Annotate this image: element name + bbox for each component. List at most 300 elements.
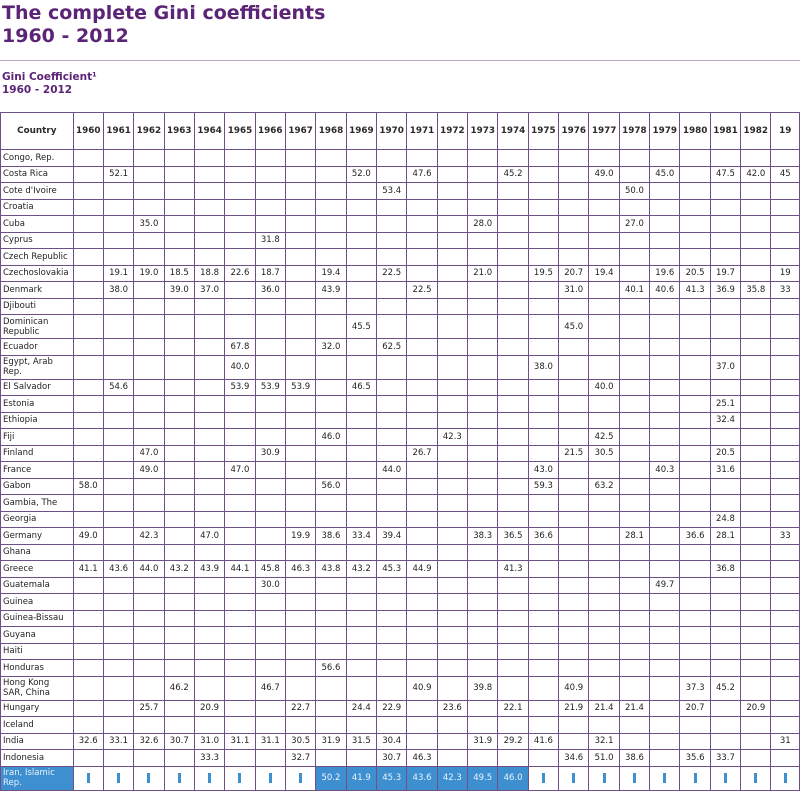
gini-value-cell <box>741 511 771 528</box>
gini-value-cell: 35.0 <box>134 216 164 233</box>
gini-value-cell: 35.8 <box>741 282 771 299</box>
gini-value-cell <box>134 232 164 249</box>
gini-value-cell <box>771 627 800 644</box>
gini-value-cell <box>589 577 619 594</box>
gini-value-cell <box>680 339 710 356</box>
gini-value-cell <box>771 544 800 561</box>
gini-value-cell <box>710 183 740 200</box>
gini-value-cell <box>377 627 407 644</box>
gini-value-cell <box>73 594 103 611</box>
gini-value-cell: 21.9 <box>559 700 589 717</box>
country-cell: Estonia <box>1 396 74 413</box>
selection-marker <box>117 773 120 783</box>
gini-value-cell <box>164 610 194 627</box>
table-row <box>1 298 800 315</box>
gini-value-cell <box>437 594 467 611</box>
gini-value-cell: 41.1 <box>73 561 103 578</box>
gini-value-cell <box>680 717 710 734</box>
year-header: 1961 <box>103 113 133 150</box>
gini-value-cell <box>680 594 710 611</box>
gini-value-cell <box>771 676 800 700</box>
gini-value-cell <box>225 298 255 315</box>
gini-value-cell: 49.0 <box>134 462 164 479</box>
gini-value-cell <box>741 265 771 282</box>
gini-value-cell: 30.5 <box>285 733 315 750</box>
gini-value-cell <box>468 412 498 429</box>
gini-value-cell: 41.6 <box>528 733 558 750</box>
gini-value-cell: 38.6 <box>316 528 346 545</box>
gini-value-cell <box>680 199 710 216</box>
gini-value-cell <box>437 717 467 734</box>
gini-value-cell <box>710 766 740 790</box>
gini-value-cell <box>528 594 558 611</box>
table-row <box>1 528 800 545</box>
gini-value-cell: 42.3 <box>134 528 164 545</box>
gini-value-cell <box>316 355 346 379</box>
gini-value-cell <box>285 511 315 528</box>
gini-value-cell <box>741 183 771 200</box>
gini-value-cell <box>73 445 103 462</box>
gini-value-cell <box>498 396 528 413</box>
gini-value-cell <box>741 594 771 611</box>
gini-value-cell <box>346 339 376 356</box>
gini-value-cell <box>285 577 315 594</box>
gini-value-cell <box>103 355 133 379</box>
gini-value-cell <box>316 610 346 627</box>
year-header: 1967 <box>285 113 315 150</box>
gini-value-cell: 40.9 <box>559 676 589 700</box>
gini-value-cell <box>437 355 467 379</box>
table-row <box>1 339 800 356</box>
gini-value-cell <box>468 298 498 315</box>
gini-value-cell <box>285 594 315 611</box>
gini-value-cell <box>103 643 133 660</box>
gini-value-cell: 30.7 <box>164 733 194 750</box>
gini-value-cell: 63.2 <box>589 478 619 495</box>
gini-value-cell <box>407 298 437 315</box>
gini-value-cell <box>468 339 498 356</box>
gini-value-cell <box>225 199 255 216</box>
country-cell: Iceland <box>1 717 74 734</box>
gini-value-cell <box>741 232 771 249</box>
gini-value-cell <box>164 396 194 413</box>
gini-value-cell <box>771 379 800 396</box>
gini-value-cell <box>741 150 771 167</box>
table-row <box>1 315 800 339</box>
gini-value-cell <box>771 594 800 611</box>
gini-value-cell <box>225 249 255 266</box>
gini-value-cell: 33.4 <box>346 528 376 545</box>
gini-value-cell <box>346 676 376 700</box>
year-header: 1980 <box>680 113 710 150</box>
gini-value-cell <box>316 412 346 429</box>
gini-value-cell <box>771 495 800 512</box>
year-header: 1960 <box>73 113 103 150</box>
gini-value-cell <box>316 627 346 644</box>
gini-value-cell: 19.6 <box>650 265 680 282</box>
gini-value-cell <box>285 495 315 512</box>
gini-value-cell <box>225 676 255 700</box>
gini-value-cell <box>134 660 164 677</box>
country-cell: Croatia <box>1 199 74 216</box>
gini-value-cell <box>316 379 346 396</box>
gini-value-cell <box>225 717 255 734</box>
selection-marker <box>299 773 302 783</box>
gini-value-cell: 53.9 <box>225 379 255 396</box>
gini-value-cell <box>710 627 740 644</box>
gini-value-cell: 47.0 <box>194 528 224 545</box>
gini-value-cell <box>741 412 771 429</box>
gini-value-cell <box>225 627 255 644</box>
gini-value-cell: 20.9 <box>741 700 771 717</box>
country-cell: Ethiopia <box>1 412 74 429</box>
gini-value-cell: 18.5 <box>164 265 194 282</box>
gini-value-cell <box>346 445 376 462</box>
gini-value-cell <box>468 379 498 396</box>
gini-value-cell: 39.0 <box>164 282 194 299</box>
gini-value-cell <box>741 544 771 561</box>
gini-value-cell <box>225 495 255 512</box>
gini-value-cell: 53.9 <box>255 379 285 396</box>
gini-value-cell <box>377 166 407 183</box>
gini-value-cell: 54.6 <box>103 379 133 396</box>
table-row <box>1 379 800 396</box>
table-row <box>1 750 800 767</box>
gini-value-cell <box>771 577 800 594</box>
gini-value-cell <box>103 544 133 561</box>
gini-value-cell <box>103 700 133 717</box>
gini-value-cell <box>437 412 467 429</box>
gini-value-cell: 22.6 <box>225 265 255 282</box>
gini-value-cell <box>164 150 194 167</box>
gini-value-cell <box>528 610 558 627</box>
gini-value-cell <box>528 166 558 183</box>
gini-value-cell <box>589 511 619 528</box>
gini-value-cell: 37.0 <box>194 282 224 299</box>
gini-value-cell <box>346 610 376 627</box>
gini-value-cell <box>103 511 133 528</box>
gini-value-cell <box>194 339 224 356</box>
gini-value-cell <box>225 660 255 677</box>
gini-value-cell <box>346 249 376 266</box>
gini-value-cell <box>468 610 498 627</box>
gini-value-cell <box>164 216 194 233</box>
gini-value-cell <box>164 766 194 790</box>
gini-value-cell <box>377 150 407 167</box>
gini-value-cell <box>619 265 649 282</box>
table-row <box>1 462 800 479</box>
gini-value-cell <box>437 166 467 183</box>
gini-value-cell <box>468 495 498 512</box>
gini-value-cell <box>134 379 164 396</box>
gini-value-cell <box>771 183 800 200</box>
gini-value-cell <box>437 627 467 644</box>
gini-value-cell <box>346 462 376 479</box>
gini-value-cell <box>498 676 528 700</box>
gini-value-cell <box>528 766 558 790</box>
gini-value-cell <box>134 594 164 611</box>
gini-value-cell: 23.6 <box>437 700 467 717</box>
gini-value-cell <box>498 429 528 446</box>
gini-value-cell <box>559 561 589 578</box>
gini-value-cell: 62.5 <box>377 339 407 356</box>
gini-value-cell <box>164 750 194 767</box>
gini-value-cell <box>73 249 103 266</box>
gini-value-cell <box>468 249 498 266</box>
country-cell: Gambia, The <box>1 495 74 512</box>
gini-value-cell <box>741 627 771 644</box>
gini-value-cell <box>619 396 649 413</box>
gini-value-cell <box>134 643 164 660</box>
gini-value-cell <box>164 355 194 379</box>
gini-value-cell <box>680 355 710 379</box>
gini-value-cell <box>680 232 710 249</box>
gini-value-cell <box>103 750 133 767</box>
gini-value-cell <box>771 339 800 356</box>
gini-value-cell <box>559 577 589 594</box>
gini-value-cell <box>194 216 224 233</box>
gini-value-cell <box>194 577 224 594</box>
gini-value-cell <box>771 232 800 249</box>
gini-value-cell: 26.7 <box>407 445 437 462</box>
country-cell: Hungary <box>1 700 74 717</box>
gini-value-cell <box>680 766 710 790</box>
gini-value-cell <box>73 282 103 299</box>
gini-value-cell: 30.7 <box>377 750 407 767</box>
gini-value-cell <box>285 544 315 561</box>
gini-value-cell <box>194 355 224 379</box>
gini-value-cell <box>407 660 437 677</box>
gini-value-cell: 25.7 <box>134 700 164 717</box>
gini-value-cell <box>164 660 194 677</box>
gini-value-cell <box>650 561 680 578</box>
table-row <box>1 249 800 266</box>
gini-value-cell <box>771 700 800 717</box>
gini-value-cell <box>407 594 437 611</box>
table-row <box>1 445 800 462</box>
gini-value-cell <box>437 315 467 339</box>
gini-value-cell <box>346 298 376 315</box>
table-row <box>1 577 800 594</box>
gini-value-cell <box>619 445 649 462</box>
gini-value-cell <box>377 216 407 233</box>
gini-value-cell: 32.0 <box>316 339 346 356</box>
gini-value-cell <box>194 610 224 627</box>
gini-value-cell <box>255 249 285 266</box>
gini-value-cell: 53.4 <box>377 183 407 200</box>
gini-value-cell <box>73 265 103 282</box>
gini-value-cell <box>437 282 467 299</box>
table-row <box>1 232 800 249</box>
gini-value-cell <box>346 396 376 413</box>
gini-value-cell <box>73 339 103 356</box>
gini-value-cell <box>407 150 437 167</box>
gini-value-cell <box>346 282 376 299</box>
gini-value-cell <box>559 379 589 396</box>
gini-value-cell <box>650 478 680 495</box>
year-header: 1964 <box>194 113 224 150</box>
gini-value-cell <box>316 717 346 734</box>
gini-value-cell <box>134 750 164 767</box>
gini-value-cell: 30.4 <box>377 733 407 750</box>
gini-value-cell <box>164 315 194 339</box>
gini-value-cell <box>498 298 528 315</box>
gini-value-cell <box>346 544 376 561</box>
gini-value-cell: 37.3 <box>680 676 710 700</box>
gini-value-cell <box>619 495 649 512</box>
gini-value-cell <box>164 183 194 200</box>
gini-value-cell <box>103 528 133 545</box>
gini-value-cell <box>255 216 285 233</box>
gini-value-cell <box>498 355 528 379</box>
gini-value-cell: 19.1 <box>103 265 133 282</box>
gini-value-cell <box>468 478 498 495</box>
gini-value-cell: 42.0 <box>741 166 771 183</box>
gini-value-cell: 40.6 <box>650 282 680 299</box>
gini-value-cell <box>103 339 133 356</box>
gini-value-cell <box>164 429 194 446</box>
gini-value-cell <box>680 396 710 413</box>
gini-value-cell: 45.5 <box>346 315 376 339</box>
gini-value-cell <box>741 199 771 216</box>
gini-value-cell <box>589 339 619 356</box>
gini-value-cell <box>407 495 437 512</box>
gini-value-cell <box>285 478 315 495</box>
gini-value-cell: 31.0 <box>559 282 589 299</box>
gini-value-cell <box>589 717 619 734</box>
gini-value-cell <box>103 660 133 677</box>
gini-value-cell: 52.0 <box>346 166 376 183</box>
gini-value-cell <box>134 355 164 379</box>
gini-value-cell <box>407 412 437 429</box>
gini-value-cell: 45.2 <box>498 166 528 183</box>
gini-value-cell <box>407 379 437 396</box>
gini-value-cell <box>316 462 346 479</box>
gini-value-cell: 46.0 <box>316 429 346 446</box>
gini-value-cell <box>194 594 224 611</box>
gini-value-cell <box>589 412 619 429</box>
country-cell: Guyana <box>1 627 74 644</box>
gini-value-cell <box>741 462 771 479</box>
gini-value-cell <box>164 544 194 561</box>
gini-value-cell <box>103 577 133 594</box>
gini-value-cell <box>468 750 498 767</box>
gini-value-cell <box>255 183 285 200</box>
gini-value-cell <box>589 282 619 299</box>
gini-value-cell <box>650 249 680 266</box>
gini-value-cell <box>771 199 800 216</box>
gini-value-cell: 20.9 <box>194 700 224 717</box>
gini-value-cell <box>437 561 467 578</box>
gini-value-cell: 32.6 <box>73 733 103 750</box>
year-header: 19 <box>771 113 800 150</box>
year-header: 1963 <box>164 113 194 150</box>
gini-value-cell <box>468 511 498 528</box>
gini-value-cell: 33.3 <box>194 750 224 767</box>
gini-value-cell <box>255 412 285 429</box>
gini-value-cell <box>650 495 680 512</box>
gini-value-cell <box>650 298 680 315</box>
gini-value-cell <box>377 379 407 396</box>
table-row <box>1 199 800 216</box>
gini-value-cell <box>225 594 255 611</box>
gini-value-cell <box>407 462 437 479</box>
gini-value-cell <box>710 544 740 561</box>
gini-value-cell <box>407 355 437 379</box>
gini-value-cell <box>559 298 589 315</box>
gini-value-cell <box>498 379 528 396</box>
gini-value-cell: 21.5 <box>559 445 589 462</box>
gini-value-cell <box>194 396 224 413</box>
year-header: 1972 <box>437 113 467 150</box>
gini-value-cell <box>468 166 498 183</box>
gini-value-cell <box>407 396 437 413</box>
gini-value-cell <box>346 495 376 512</box>
gini-value-cell <box>589 766 619 790</box>
gini-value-cell <box>741 643 771 660</box>
gini-value-cell <box>680 511 710 528</box>
gini-value-cell <box>559 511 589 528</box>
gini-value-cell <box>680 183 710 200</box>
gini-value-cell <box>619 249 649 266</box>
gini-value-cell <box>225 478 255 495</box>
table-row <box>1 495 800 512</box>
gini-value-cell <box>437 478 467 495</box>
gini-value-cell <box>650 216 680 233</box>
gini-value-cell <box>559 733 589 750</box>
gini-value-cell <box>73 750 103 767</box>
gini-value-cell <box>437 445 467 462</box>
gini-value-cell <box>194 249 224 266</box>
gini-value-cell <box>377 495 407 512</box>
gini-value-cell <box>377 429 407 446</box>
gini-value-cell <box>498 339 528 356</box>
gini-value-cell: 22.7 <box>285 700 315 717</box>
gini-value-cell <box>194 166 224 183</box>
gini-value-cell: 19.7 <box>710 265 740 282</box>
gini-value-cell: 56.6 <box>316 660 346 677</box>
gini-value-cell <box>710 577 740 594</box>
gini-value-cell <box>134 544 164 561</box>
gini-value-cell <box>225 166 255 183</box>
gini-value-cell <box>225 610 255 627</box>
gini-value-cell <box>103 594 133 611</box>
gini-value-cell <box>468 660 498 677</box>
country-cell: Iran, Islamic Rep. <box>1 766 74 790</box>
gini-value-cell <box>650 660 680 677</box>
gini-value-cell <box>619 610 649 627</box>
gini-value-cell <box>377 610 407 627</box>
gini-value-cell <box>285 396 315 413</box>
gini-value-cell <box>559 199 589 216</box>
gini-value-cell <box>225 577 255 594</box>
gini-value-cell <box>103 249 133 266</box>
gini-value-cell <box>680 315 710 339</box>
gini-value-cell: 21.4 <box>619 700 649 717</box>
gini-value-cell <box>407 265 437 282</box>
gini-value-cell: 45.8 <box>255 561 285 578</box>
gini-value-cell <box>255 495 285 512</box>
table-row <box>1 733 800 750</box>
selection-marker <box>694 773 697 783</box>
gini-value-cell: 58.0 <box>73 478 103 495</box>
gini-table-container[interactable] <box>0 112 800 800</box>
gini-value-cell: 67.8 <box>225 339 255 356</box>
gini-value-cell <box>498 183 528 200</box>
gini-value-cell <box>407 733 437 750</box>
gini-value-cell <box>468 700 498 717</box>
gini-value-cell <box>589 462 619 479</box>
